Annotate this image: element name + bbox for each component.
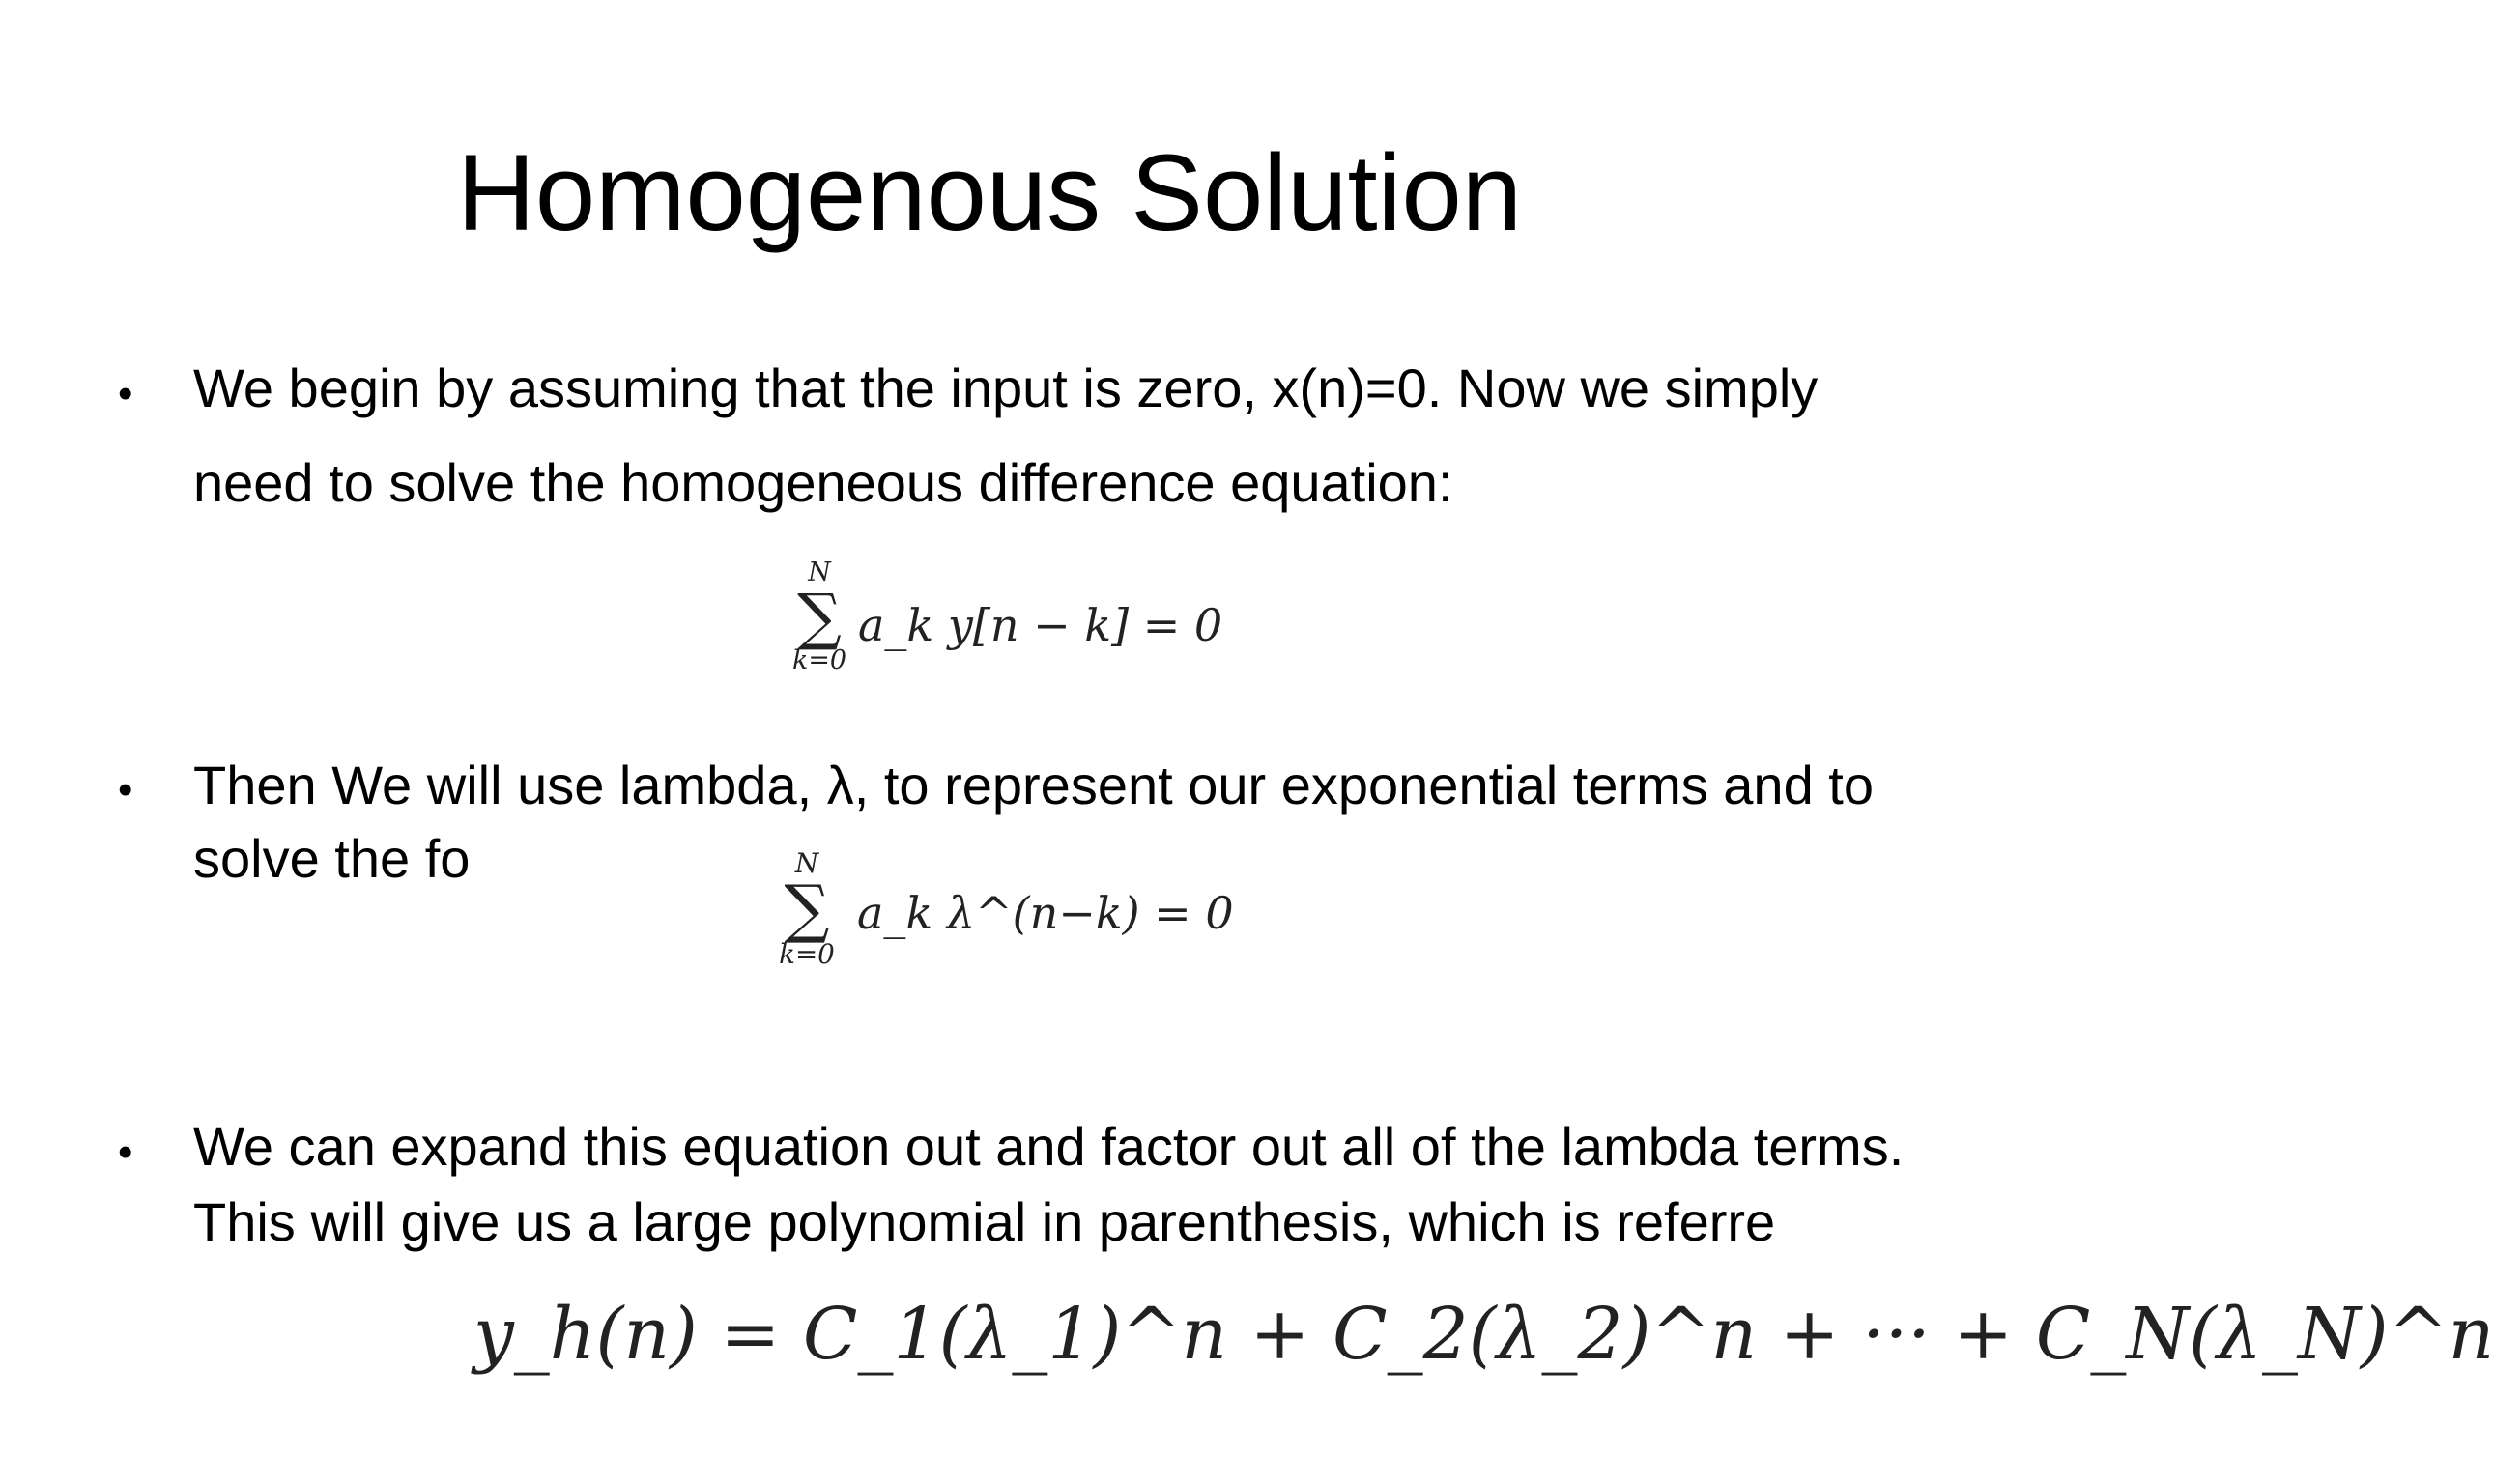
- bullet-dot-icon: •: [118, 370, 133, 417]
- summation-symbol: [759, 847, 855, 970]
- equation-body: a_k y[n − k] = 0: [858, 599, 1223, 651]
- sigma-icon: ∑: [784, 870, 830, 946]
- equation-body: a_k λ^(n−k) = 0: [857, 887, 1234, 939]
- sigma-icon: ∑: [797, 581, 842, 653]
- summation-lower-limit: k=0: [779, 937, 835, 970]
- bullet-dot-icon: •: [118, 1128, 133, 1176]
- bullet-text: Then We will use lambda, λ, to represent our exponential terms and to solve the fo: [193, 755, 1889, 889]
- equation-homogeneous-solution: [367, 1293, 2494, 1399]
- summation-symbol: [781, 557, 858, 675]
- bullet-text: We can expand this equation out and factor out all of the lambda terms. This will give us a large polynomial in parenthesis, which is referre: [193, 1116, 1918, 1252]
- equation-body: y_h(n) = C_1(λ_1)^n + C_2(λ_2)^n + ··· + C_N(λ_N)^n: [473, 1293, 2494, 1376]
- bullet-dot-icon: •: [118, 766, 133, 813]
- slide-title: Homogenous Solution: [456, 132, 1523, 253]
- summation-upper-limit: N: [794, 847, 819, 879]
- equation-characteristic: [594, 847, 1234, 1005]
- summation-upper-limit: N: [808, 557, 831, 587]
- summation-lower-limit: k=0: [792, 644, 846, 675]
- equation-homogeneous-difference: [781, 557, 1223, 696]
- bullet-text: We begin by assuming that the input is zero, x(n)=0. Now we simply need to solve the homogeneous difference equation:: [193, 357, 1833, 513]
